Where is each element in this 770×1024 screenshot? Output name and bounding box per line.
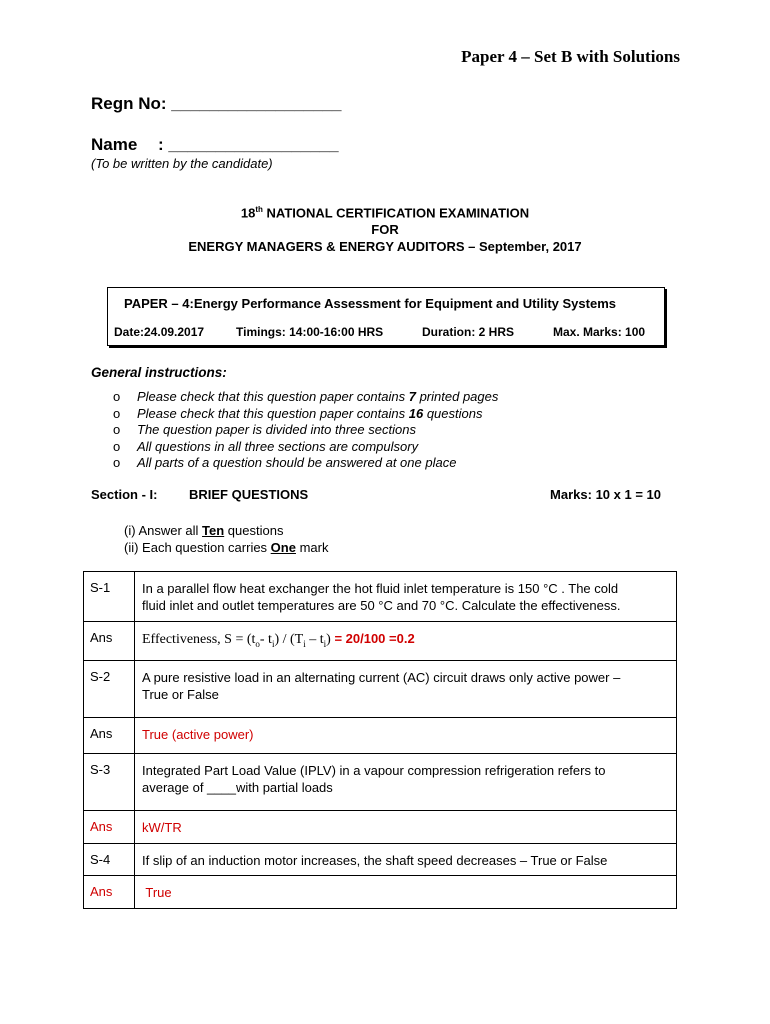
page-header-title: Paper 4 – Set B with Solutions: [461, 47, 680, 66]
instruction-item: o Please check that this question paper contains 16 questions: [113, 405, 483, 421]
paper-date: Date:24.09.2017: [114, 325, 205, 339]
answer-text: True (active power): [135, 718, 677, 754]
bullet-icon: o: [113, 405, 121, 421]
regn-blank: __________________: [171, 94, 342, 113]
bullet-icon: o: [113, 455, 121, 470]
general-instructions-title: General instructions:: [91, 365, 227, 380]
section-name: Section - I:: [91, 487, 158, 502]
instructions-list: [113, 389, 498, 472]
table-row: [84, 811, 677, 844]
question-text: If slip of an induction motor increases, the shaft speed decreases – True or False: [135, 844, 677, 876]
table-row: [84, 622, 677, 661]
paper-title: PAPER – 4:Energy Performance Assessment for Equipment and Utility Systems: [124, 296, 616, 311]
table-row: [84, 844, 677, 876]
answer-value: = 20/100 =0.2: [330, 631, 415, 646]
section-title: BRIEF QUESTIONS: [189, 487, 309, 502]
answer-text: True: [135, 876, 677, 909]
answer-text: kW/TR: [135, 811, 677, 844]
question-number: S-3: [84, 754, 135, 811]
bullet-icon: o: [113, 422, 121, 437]
name-label: Name: [91, 135, 138, 154]
question-text: Integrated Part Load Value (IPLV) in a vapour compression refrigeration refers to average of ____with partial loads: [135, 754, 677, 811]
instruction-item: o The question paper is divided into three sections: [113, 422, 416, 437]
question-text: In a parallel flow heat exchanger the hot fluid inlet temperature is 150 °C . The cold fluid inlet and outlet temperatures are 50 °C and 70 °C. Calculate the effectiveness.: [135, 572, 677, 622]
answer-label: Ans: [84, 876, 135, 909]
question-number: S-1: [84, 572, 135, 622]
candidate-note: (To be written by the candidate): [91, 156, 273, 171]
table-row: [84, 661, 677, 718]
exam-title-line2: FOR: [371, 222, 399, 237]
paper-info-box: [107, 287, 665, 346]
answer-label: Ans: [84, 811, 135, 844]
table-row: [84, 754, 677, 811]
question-text: A pure resistive load in an alternating current (AC) circuit draws only active power – True or False: [135, 661, 677, 718]
instruction-item: o All questions in all three sections are compulsory: [113, 438, 419, 454]
instruction-item: o Please check that this question paper contains 7 printed pages: [113, 389, 499, 404]
exam-title-rest: NATIONAL CERTIFICATION EXAMINATION: [262, 205, 530, 221]
table-row: [84, 718, 677, 754]
section-instruction-1: (i) Answer all Ten questions: [124, 523, 284, 538]
instruction-item: o All parts of a question should be answered at one place: [113, 455, 457, 470]
regn-label: Regn No:: [91, 94, 167, 113]
exam-title-line3: ENERGY MANAGERS & ENERGY AUDITORS – September, 2017: [188, 239, 582, 254]
name-blank: : __________________: [158, 135, 339, 154]
exam-number-suffix: th: [255, 205, 263, 214]
answer-label: Ans: [84, 718, 135, 754]
section-marks: Marks: 10 x 1 = 10: [550, 487, 661, 502]
paper-max-marks: Max. Marks: 100: [553, 325, 646, 339]
effectiveness-formula: Effectiveness, $S = (t_o-$ $t_i) / (T_i - t_i)$: [142, 632, 331, 649]
exam-number: 18: [240, 205, 256, 221]
name-line: [91, 135, 339, 155]
question-number: S-2: [84, 661, 135, 718]
regn-line: [91, 94, 341, 114]
bullet-icon: o: [113, 438, 121, 454]
table-row: [84, 876, 677, 909]
bullet-icon: o: [113, 389, 121, 404]
questions-table: [83, 571, 677, 909]
paper-duration: Duration: 2 HRS: [422, 325, 515, 339]
answer-label: Ans: [84, 622, 135, 661]
question-number: S-4: [84, 844, 135, 876]
section-instruction-2: (ii) Each question carries One mark: [124, 540, 329, 555]
paper-timings: Timings: 14:00-16:00 HRS: [236, 325, 384, 339]
table-row: [84, 572, 677, 622]
exam-title-line1: [0, 205, 770, 220]
answer-text: [135, 622, 677, 661]
